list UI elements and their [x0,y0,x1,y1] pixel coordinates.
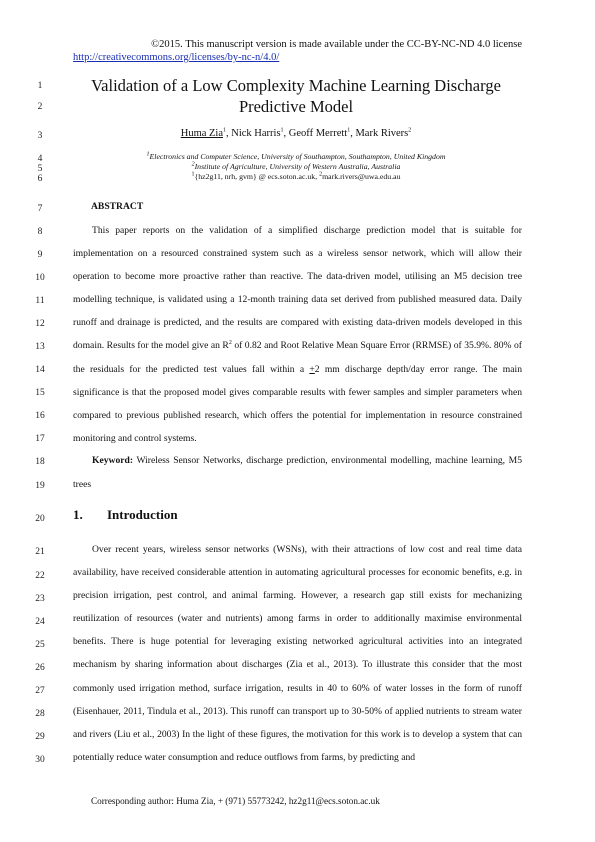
keywords-text: Wireless Sensor Networks, discharge prediction, environmental modelling, machine learning, M5 trees [73,455,522,490]
license-notice: ©2015. This manuscript version is made available under the CC-BY-NC-ND 4.0 license [151,39,522,50]
line-number: 9 [37,250,43,260]
author-4: , Mark Rivers [350,128,409,139]
email-sup-2: 2 [319,171,323,178]
line-number: 24 [35,617,45,627]
line-number: 26 [35,663,45,673]
line-number: 5 [37,164,43,174]
line-number: 8 [37,227,43,237]
author-3-sup: 1 [347,127,351,134]
line-number: 22 [35,571,45,581]
line-number: 15 [35,388,45,398]
affiliation-2-text: Institute of Agriculture, University of Western Australia, Australia [194,162,401,171]
email-2: mark.rivers@uwa.edu.au [322,172,401,181]
abstract-body [73,219,522,450]
author-2: , Nick Harris [226,128,281,139]
abstract-text-b: of 0.82 and Root Relative Mean Square Error (RRMSE) of 35.9%. 80% of the residuals for the predicted test values fall within a [73,340,522,375]
line-number: 13 [35,342,45,352]
line-number: 17 [35,434,45,444]
affiliation-1 [70,152,522,161]
affiliation-2 [70,162,522,171]
author-emails [70,172,522,181]
paper-title [70,75,522,117]
line-number: 7 [37,204,43,214]
section-number: 1. [73,507,83,522]
line-number: 30 [35,755,45,765]
line-number: 12 [35,319,45,329]
line-number: 2 [37,102,43,112]
author-4-sup: 2 [408,127,412,134]
line-number: 21 [35,547,45,557]
introduction-body [73,538,522,769]
line-number: 4 [37,154,43,164]
corresponding-author-footer: Corresponding author: Huma Zia, + (971) 55773242, hz2g11@ecs.soton.ac.uk [91,796,380,806]
title-line-2: Predictive Model [238,97,354,116]
license-url[interactable]: http://creativecommons.org/licenses/by-nc-n/4.0/ [73,52,280,63]
line-number: 27 [35,686,45,696]
line-number: 10 [35,273,45,283]
keywords [73,449,522,496]
affiliation-1-sup: 1 [146,151,150,158]
line-number: 23 [35,594,45,604]
keywords-label: Keyword: [92,455,134,466]
author-1-sup: 1 [223,127,227,134]
email-1: {hz2g11, nrh, gvm} @ ecs.soton.ac.uk, [194,172,320,181]
line-number: 20 [35,514,45,524]
abstract-text-a: This paper reports on the validation of a simplified discharge prediction model that is suitable for implementation on a resourced constrained system such as a wireless sensor network, which will allow their operation to become more proactive rather than reactive. The data-driven model, utilising an M5 decision tree modelling technique, is validated using a 12-month training data set derived from published measured data. Daily runoff and drainage is predicted, and the results are compared with existing data-driven models developed in this domain. Results for the model give an R [73,225,522,352]
section-heading [73,507,178,523]
line-number: 6 [37,174,43,184]
line-number: 29 [35,732,45,742]
title-line-1: Validation of a Low Complexity Machine Learning Discharge [91,76,501,95]
line-number: 28 [35,709,45,719]
author-3: , Geoff Merrett [283,128,348,139]
line-number: 25 [35,640,45,650]
r-squared-sup: 2 [228,340,232,347]
line-number: 14 [35,365,45,375]
license-link[interactable] [73,51,279,64]
abstract-text-c: 2 mm discharge depth/day error range. The main significance is that the proposed model gives comparable results with fewer samples and simpler parameters when compared to previous published research, which offers the potential for implementation in resource constrained monitoring and control systems. [73,363,522,444]
line-number: 19 [35,481,45,491]
line-number: 18 [35,457,45,467]
author-1: Huma Zia [180,128,224,139]
line-number: 16 [35,411,45,421]
author-2-sup: 1 [280,127,284,134]
email-sup-1: 1 [191,171,195,178]
affiliation-2-sup: 2 [191,161,195,168]
plus-minus-sign: + [309,363,315,375]
line-number: 11 [35,296,45,306]
author-list [70,128,522,139]
abstract-paragraph [73,219,522,450]
affiliation-1-text: Electronics and Computer Science, University of Southampton, Southampton, United Kingdom [149,152,446,161]
line-number: 3 [37,131,43,141]
keywords-paragraph [73,449,522,496]
abstract-heading: ABSTRACT [91,201,144,212]
section-title: Introduction [107,507,178,522]
line-number: 1 [37,81,43,91]
introduction-paragraph: Over recent years, wireless sensor networks (WSNs), with their attractions of low cost and real time data availability, have received considerable attention in automating agricultural processes for economic benefits, e.g. in precision irrigation, pest control, and animal farming. However, a research gap still exists for mechanizing reutilization of resources (water and nutrients) among farms in order to additionally maximise environmental benefits. There is huge potential for leveraging existing networked agricultural activities into an integrated mechanism by sharing information about discharges (Zia et al., 2013). To illustrate this consider that the most commonly used irrigation method, surface irrigation, results in 40 to 60% of water losses in the form of runoff (Eisenhauer, 2011, Tindula et al., 2013). This runoff can transport up to 30-50% of applied nutrients to stream water and rivers (Liu et al., 2003) In the light of these figures, the motivation for this work is to develop a system that can potentially reduce water consumption and reduce outflows from farms, by predicting and [73,544,522,763]
